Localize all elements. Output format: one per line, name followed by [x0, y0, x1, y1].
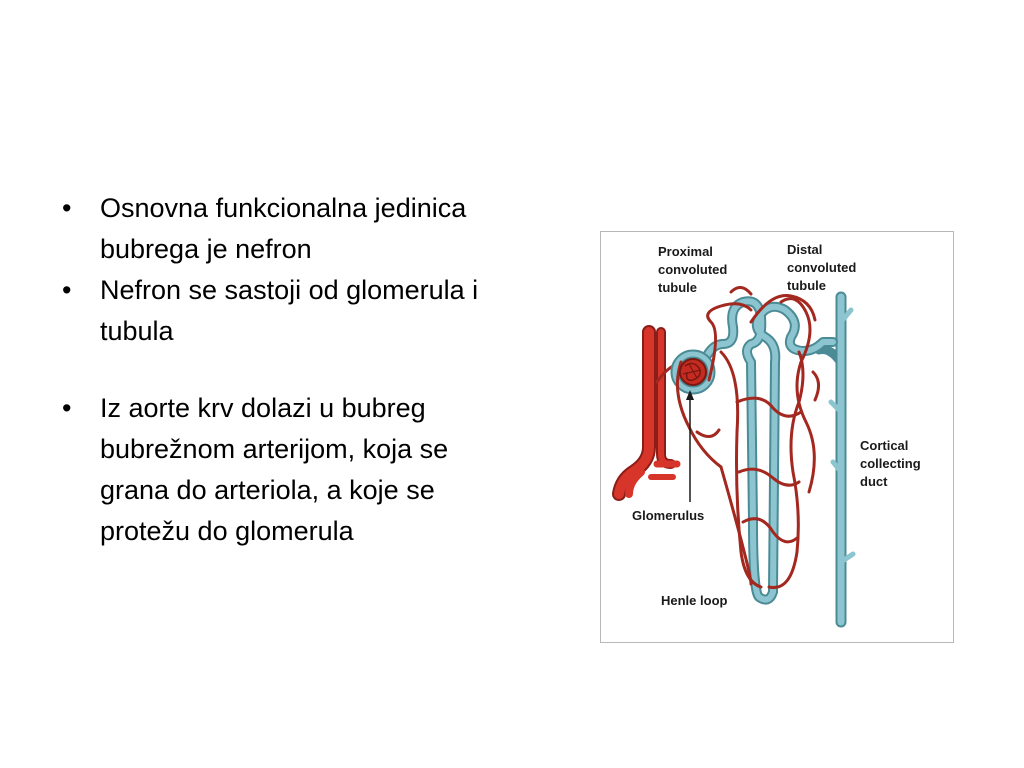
nephron-diagram [600, 231, 954, 643]
renal-artery [619, 332, 681, 494]
distal-label-line: convoluted [787, 260, 857, 275]
distal-label [787, 242, 860, 293]
cortical-label [860, 438, 924, 489]
bullet-item: • Osnovna funkcionalna jedinica bubrega je nefron [60, 188, 480, 270]
glomerulus [680, 359, 706, 385]
glomerulus-pointer [686, 390, 694, 502]
distal-label-line: tubule [787, 278, 826, 293]
proximal-label-line: convoluted [658, 262, 728, 277]
tubule [675, 301, 833, 599]
proximal-label-line: tubule [658, 280, 697, 295]
bullet-item: • Nefron se sastoji od glomerula i tubula [60, 270, 480, 352]
henle-loop-label: Henle loop [661, 593, 728, 608]
cortical-label-line: duct [860, 474, 888, 489]
bullet-list [60, 188, 480, 552]
bullet-item: • Iz aorte krv dolazi u bubreg bubrežnom arterijom, koja se grana do arteriola, a koje se protežu do glomerula [60, 388, 480, 552]
distal-label-line: Distal [787, 242, 823, 257]
cortical-label-line: collecting [860, 456, 921, 471]
nephron-svg [601, 232, 953, 642]
proximal-label-line: Proximal [658, 244, 713, 259]
glomerulus-label: Glomerulus [632, 508, 705, 523]
proximal-label [658, 244, 731, 295]
cortical-label-line: Cortical [860, 438, 909, 453]
